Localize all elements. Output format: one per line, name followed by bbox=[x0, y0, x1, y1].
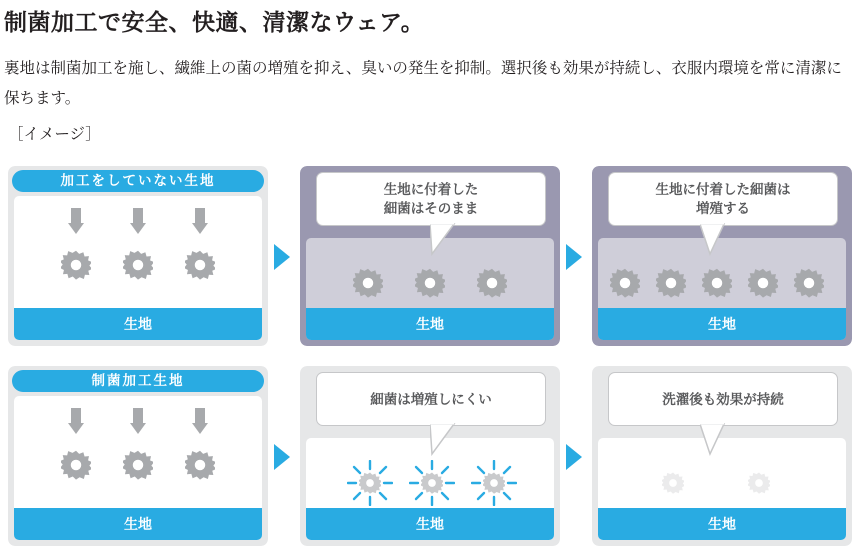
callout-line-2: 増殖する bbox=[696, 201, 750, 216]
fabric-label: 生地 bbox=[306, 508, 554, 540]
panel-treated-step1 bbox=[8, 366, 268, 546]
callout-untreated-step2 bbox=[316, 172, 546, 226]
germ-icon bbox=[477, 268, 507, 298]
callout-line-1: 洗濯後も効果が持続 bbox=[662, 391, 784, 407]
arrow-down-icon bbox=[68, 408, 84, 438]
panel-header-treated: 制菌加工生地 bbox=[12, 370, 264, 392]
row-untreated bbox=[0, 166, 862, 346]
germ-icon bbox=[185, 450, 215, 480]
callout-line-2: 細菌はそのまま bbox=[383, 201, 479, 216]
callout-untreated-step3 bbox=[608, 172, 838, 226]
germ-icon bbox=[185, 250, 215, 280]
arrow-down-icon bbox=[68, 208, 84, 238]
lead-paragraph: 裏地は制菌加工を施し、繊維上の菌の増殖を抑え、臭いの発生を抑制。選択後も効果が持続し、衣服内環境を常に清潔に保ちます。 bbox=[4, 60, 842, 107]
germ-icon bbox=[123, 450, 153, 480]
flow-arrow-icon bbox=[274, 444, 290, 470]
germ-icon bbox=[656, 268, 686, 298]
callout-tail-treated-step3 bbox=[700, 422, 740, 456]
callout-treated-step3 bbox=[608, 372, 838, 426]
germ-icon bbox=[483, 472, 505, 494]
callout-tail-untreated-step3 bbox=[700, 222, 740, 256]
arrow-down-icon bbox=[192, 408, 208, 438]
fabric-label: 生地 bbox=[306, 308, 554, 340]
fabric-label: 生地 bbox=[14, 508, 262, 540]
panel-header-untreated: 加工をしていない生地 bbox=[12, 170, 264, 192]
germ-icon bbox=[61, 250, 91, 280]
page-title: 制菌加工で安全、快適、清潔なウェア。 bbox=[4, 9, 425, 35]
germ-icon bbox=[421, 472, 443, 494]
arrow-down-icon bbox=[192, 208, 208, 238]
image-caption-label: ［イメージ］ bbox=[8, 126, 101, 143]
callout-line-1: 細菌は増殖しにくい bbox=[370, 391, 492, 407]
germ-icon bbox=[610, 268, 640, 298]
callout-line-1: 生地に付着した bbox=[383, 182, 479, 197]
row-treated bbox=[0, 366, 862, 546]
germ-icon bbox=[353, 268, 383, 298]
fabric-label: 生地 bbox=[14, 308, 262, 340]
panel-untreated-step1 bbox=[8, 166, 268, 346]
germ-icon bbox=[123, 250, 153, 280]
germ-icon bbox=[748, 268, 778, 298]
germ-icon bbox=[794, 268, 824, 298]
germ-icon bbox=[748, 472, 770, 494]
germ-icon bbox=[415, 268, 445, 298]
flow-arrow-icon bbox=[274, 244, 290, 270]
germ-icon bbox=[702, 268, 732, 298]
fabric-label: 生地 bbox=[598, 508, 846, 540]
germ-icon bbox=[61, 450, 91, 480]
callout-line-1: 生地に付着した細菌は bbox=[655, 182, 791, 197]
arrow-down-icon bbox=[130, 408, 146, 438]
arrow-down-icon bbox=[130, 208, 146, 238]
germ-icon bbox=[662, 472, 684, 494]
callout-treated-step2 bbox=[316, 372, 546, 426]
callout-tail-treated-step2 bbox=[430, 422, 470, 456]
callout-tail-untreated-step2 bbox=[430, 222, 470, 256]
flow-arrow-icon bbox=[566, 444, 582, 470]
panel-inner bbox=[14, 196, 262, 340]
fabric-label: 生地 bbox=[598, 308, 846, 340]
germ-icon bbox=[359, 472, 381, 494]
flow-arrow-icon bbox=[566, 244, 582, 270]
panel-inner bbox=[14, 396, 262, 540]
